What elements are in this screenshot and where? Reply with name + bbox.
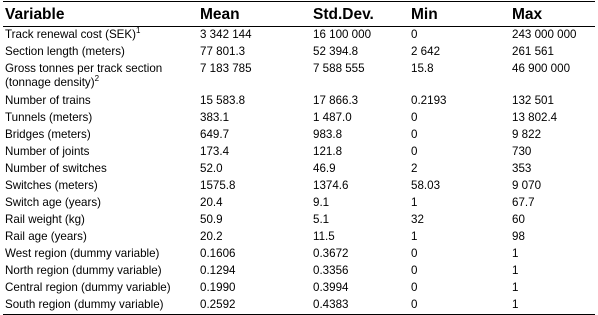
cell-mean-text: 7 183 785: [200, 62, 252, 75]
cell-min-text: 0: [411, 247, 418, 260]
cell-variable-text: Number of joints: [5, 145, 90, 158]
cell-min-text: 0: [411, 298, 418, 311]
table-row: [3, 127, 595, 144]
cell-variable: [3, 195, 198, 212]
cell-min: [409, 178, 510, 195]
cell-variable-text: Switch age (years): [5, 196, 102, 209]
cell-std-dev: [311, 27, 409, 45]
cell-variable-text: Gross tonnes per track section (tonnage density): [5, 62, 163, 89]
cell-max-text: 243 000 000: [512, 28, 577, 41]
cell-mean: [198, 27, 311, 45]
cell-min-text: 0: [411, 281, 418, 294]
cell-std-dev: [311, 229, 409, 246]
cell-max-text: 1: [512, 281, 519, 294]
cell-variable-text: West region (dummy variable): [5, 247, 160, 260]
table-row: [3, 229, 595, 246]
cell-variable: [3, 246, 198, 263]
cell-min: [409, 263, 510, 280]
cell-std-dev-text: 0.3672: [313, 247, 349, 260]
cell-std-dev: [311, 195, 409, 212]
table-row: [3, 178, 595, 195]
cell-std-dev-text: 121.8: [313, 145, 343, 158]
cell-min-text: 0: [411, 145, 418, 158]
cell-mean-text: 15 583.8: [200, 94, 246, 107]
cell-min: [409, 195, 510, 212]
cell-variable: [3, 297, 198, 315]
cell-mean: [198, 44, 311, 61]
table-row: [3, 246, 595, 263]
cell-min: [409, 246, 510, 263]
cell-max-text: 1: [512, 264, 519, 277]
cell-max-text: 67.7: [512, 196, 535, 209]
cell-max: [510, 161, 595, 178]
cell-variable-text: Track renewal cost (SEK): [5, 28, 137, 41]
cell-variable-text: Tunnels (meters): [5, 111, 93, 124]
cell-mean-text: 3 342 144: [200, 28, 252, 41]
cell-variable-text: Rail weight (kg): [5, 213, 85, 226]
cell-variable: [3, 61, 198, 93]
cell-std-dev: [311, 246, 409, 263]
cell-max: [510, 195, 595, 212]
footnote-marker: 1: [136, 26, 141, 35]
cell-max-text: 1: [512, 247, 519, 260]
cell-std-dev: [311, 93, 409, 110]
cell-max: [510, 178, 595, 195]
cell-mean-text: 0.1606: [200, 247, 236, 260]
cell-min: [409, 212, 510, 229]
cell-min: [409, 297, 510, 315]
cell-variable-text: North region (dummy variable): [5, 264, 162, 277]
cell-min-text: 2 642: [411, 45, 441, 58]
cell-mean: [198, 61, 311, 93]
table-row: [3, 61, 595, 93]
cell-std-dev: [311, 61, 409, 93]
column-header-min: Min: [409, 2, 510, 27]
cell-std-dev-text: 0.3994: [313, 281, 349, 294]
cell-min: [409, 27, 510, 45]
table-row: [3, 212, 595, 229]
cell-max: [510, 127, 595, 144]
cell-mean: [198, 93, 311, 110]
table-row: [3, 280, 595, 297]
cell-std-dev: [311, 280, 409, 297]
cell-mean: [198, 246, 311, 263]
cell-min-text: 2: [411, 162, 418, 175]
cell-variable-text: Rail age (years): [5, 230, 87, 243]
cell-mean-text: 649.7: [200, 128, 230, 141]
cell-max: [510, 263, 595, 280]
cell-max-text: 13 802.4: [512, 111, 558, 124]
cell-min-text: 32: [411, 213, 424, 226]
cell-std-dev-text: 0.3356: [313, 264, 349, 277]
cell-max: [510, 229, 595, 246]
cell-std-dev-text: 11.5: [313, 230, 335, 243]
column-header-variable: Variable: [3, 2, 198, 27]
cell-mean-text: 1575.8: [200, 179, 236, 192]
cell-mean-text: 20.2: [200, 230, 223, 243]
statistics-table-container: [3, 1, 595, 315]
cell-std-dev-text: 1374.6: [313, 179, 349, 192]
cell-mean-text: 173.4: [200, 145, 230, 158]
table-row: [3, 110, 595, 127]
cell-max: [510, 44, 595, 61]
cell-min-text: 0: [411, 128, 418, 141]
cell-mean: [198, 144, 311, 161]
cell-max-text: 98: [512, 230, 525, 243]
cell-mean-text: 20.4: [200, 196, 223, 209]
cell-mean: [198, 263, 311, 280]
cell-max: [510, 110, 595, 127]
cell-mean: [198, 178, 311, 195]
cell-std-dev: [311, 178, 409, 195]
cell-variable: [3, 212, 198, 229]
cell-std-dev: [311, 144, 409, 161]
cell-min: [409, 144, 510, 161]
cell-variable: [3, 127, 198, 144]
cell-max-text: 1: [512, 298, 519, 311]
cell-variable-text: Bridges (meters): [5, 128, 91, 141]
cell-max-text: 46 900 000: [512, 62, 571, 75]
table-row: [3, 93, 595, 110]
cell-std-dev-text: 7 588 555: [313, 62, 365, 75]
cell-mean: [198, 110, 311, 127]
cell-max: [510, 61, 595, 93]
cell-min: [409, 229, 510, 246]
footnote-marker: 2: [94, 74, 100, 83]
cell-max-text: 9 070: [512, 179, 542, 192]
cell-mean: [198, 161, 311, 178]
cell-mean-text: 52.0: [200, 162, 223, 175]
cell-min-text: 1: [411, 230, 418, 243]
cell-mean: [198, 127, 311, 144]
cell-min: [409, 44, 510, 61]
table-row: [3, 263, 595, 280]
cell-min-text: 0: [411, 264, 418, 277]
cell-variable-text: Section length (meters): [5, 45, 125, 58]
table-header: [3, 2, 595, 27]
cell-std-dev: [311, 127, 409, 144]
table-row: [3, 144, 595, 161]
cell-std-dev-text: 9.1: [313, 196, 330, 209]
cell-variable: [3, 110, 198, 127]
cell-variable: [3, 280, 198, 297]
cell-std-dev-text: 5.1: [313, 213, 330, 226]
cell-max: [510, 93, 595, 110]
cell-max: [510, 246, 595, 263]
column-header-mean: Mean: [198, 2, 311, 27]
cell-mean-text: 383.1: [200, 111, 230, 124]
cell-std-dev-text: 17 866.3: [313, 94, 359, 107]
column-header-max: Max: [510, 2, 595, 27]
cell-max-text: 132 501: [512, 94, 554, 107]
cell-mean-text: 0.1294: [200, 264, 236, 277]
cell-variable: [3, 27, 198, 45]
cell-variable: [3, 161, 198, 178]
table-row: [3, 44, 595, 61]
cell-min: [409, 127, 510, 144]
cell-max-text: 9 822: [512, 128, 542, 141]
cell-variable-text: Switches (meters): [5, 179, 98, 192]
cell-mean: [198, 229, 311, 246]
table-row: [3, 195, 595, 212]
cell-min: [409, 280, 510, 297]
cell-variable-text: Central region (dummy variable): [5, 281, 171, 294]
cell-min-text: 15.8: [411, 62, 434, 75]
cell-min-text: 1: [411, 196, 418, 209]
cell-max: [510, 212, 595, 229]
cell-mean: [198, 212, 311, 229]
cell-min: [409, 110, 510, 127]
table-body: [3, 27, 595, 315]
cell-mean: [198, 297, 311, 315]
header-row: [3, 2, 595, 27]
cell-variable: [3, 144, 198, 161]
cell-min: [409, 93, 510, 110]
table-row: [3, 27, 595, 45]
cell-variable-text: Number of trains: [5, 94, 91, 107]
cell-mean-text: 50.9: [200, 213, 223, 226]
cell-max: [510, 297, 595, 315]
column-header-std-dev: Std.Dev.: [311, 2, 409, 27]
cell-std-dev: [311, 161, 409, 178]
cell-variable: [3, 229, 198, 246]
cell-std-dev: [311, 44, 409, 61]
cell-max-text: 60: [512, 213, 525, 226]
cell-variable: [3, 44, 198, 61]
cell-max: [510, 27, 595, 45]
cell-std-dev-text: 46.9: [313, 162, 336, 175]
cell-min-text: 58.03: [411, 179, 441, 192]
cell-min-text: 0: [411, 111, 418, 124]
table-row: [3, 161, 595, 178]
cell-std-dev-text: 52 394.8: [313, 45, 359, 58]
cell-min: [409, 61, 510, 93]
descriptive-statistics-table: [3, 1, 595, 315]
cell-std-dev: [311, 297, 409, 315]
cell-mean-text: 0.1990: [200, 281, 236, 294]
cell-std-dev-text: 1 487.0: [313, 111, 352, 124]
cell-variable: [3, 93, 198, 110]
cell-mean-text: 0.2592: [200, 298, 236, 311]
cell-min-text: 0.2193: [411, 94, 447, 107]
cell-std-dev: [311, 212, 409, 229]
cell-std-dev-text: 16 100 000: [313, 28, 372, 41]
cell-variable: [3, 263, 198, 280]
cell-variable-text: South region (dummy variable): [5, 298, 164, 311]
cell-mean-text: 77 801.3: [200, 45, 246, 58]
cell-min: [409, 161, 510, 178]
cell-max-text: 261 561: [512, 45, 554, 58]
cell-std-dev-text: 0.4383: [313, 298, 349, 311]
cell-max-text: 353: [512, 162, 532, 175]
cell-variable: [3, 178, 198, 195]
cell-max: [510, 144, 595, 161]
cell-variable-text: Number of switches: [5, 162, 107, 175]
cell-max-text: 730: [512, 145, 532, 158]
cell-std-dev: [311, 263, 409, 280]
cell-std-dev: [311, 110, 409, 127]
cell-std-dev-text: 983.8: [313, 128, 343, 141]
table-row: [3, 297, 595, 315]
cell-mean: [198, 195, 311, 212]
cell-mean: [198, 280, 311, 297]
cell-max: [510, 280, 595, 297]
cell-min-text: 0: [411, 28, 418, 41]
